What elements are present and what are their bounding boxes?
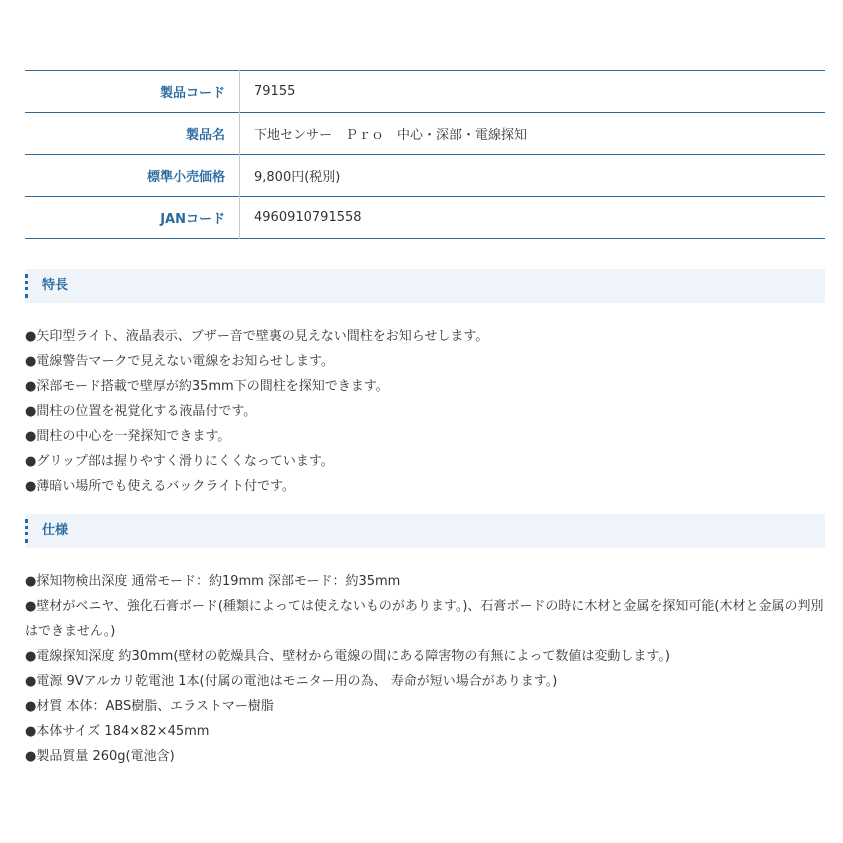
bullet-icon: ● <box>25 479 37 494</box>
bullet-icon: ● <box>25 724 37 739</box>
list-item-text: 間柱の中心を一発探知できます。 <box>36 429 231 444</box>
features-title: 特長 <box>42 278 69 293</box>
list-item <box>25 324 825 349</box>
bullet-icon: ● <box>25 674 37 689</box>
bullet-icon: ● <box>25 379 37 394</box>
list-item-text: 製品質量 260g(電池含) <box>36 749 175 764</box>
dotted-bar-icon <box>25 274 28 298</box>
row-value: 4960910791558 <box>254 210 362 225</box>
bullet-icon: ● <box>25 699 37 714</box>
bullet-icon: ● <box>25 454 37 469</box>
list-item-text: 薄暗い場所でも使えるバックライト付です。 <box>36 479 295 494</box>
product-info-table <box>25 70 825 239</box>
features-section-header <box>25 269 825 303</box>
list-item <box>25 399 825 424</box>
features-list <box>25 324 825 499</box>
list-item-text: 本体サイズ 184×82×45mm <box>36 724 210 739</box>
bullet-icon: ● <box>25 749 37 764</box>
list-item <box>25 644 825 669</box>
row-label: JANコード <box>25 197 240 239</box>
bullet-icon: ● <box>25 649 37 664</box>
list-item-text: 間柱の位置を視覚化する液晶付です。 <box>36 404 257 419</box>
row-label: 製品コード <box>25 71 240 113</box>
list-item <box>25 669 825 694</box>
specs-section-header <box>25 514 825 548</box>
list-item <box>25 424 825 449</box>
list-item-text: 材質 本体：ABS樹脂、エラストマー樹脂 <box>36 699 274 714</box>
list-item <box>25 449 825 474</box>
bullet-icon: ● <box>25 354 37 369</box>
specs-list <box>25 569 825 769</box>
list-item-text: 深部モード搭載で壁厚が約35mm下の間柱を探知できます。 <box>36 379 389 394</box>
row-value: 9,800円(税別) <box>254 170 341 185</box>
list-item-text: 電源 9Vアルカリ乾電池 1本(付属の電池はモニター用の為、 寿命が短い場合があります。) <box>36 674 558 689</box>
bullet-icon: ● <box>25 574 37 589</box>
list-item-text: グリップ部は握りやすく滑りにくくなっています。 <box>36 454 334 469</box>
list-item <box>25 719 825 744</box>
list-item-text: 矢印型ライト、液晶表示、ブザー音で壁裏の見えない間柱をお知らせします。 <box>36 329 489 344</box>
list-item <box>25 569 825 594</box>
list-item <box>25 474 825 499</box>
row-value: 下地センサー Ｐｒｏ 中心・深部・電線探知 <box>254 128 528 143</box>
row-label: 製品名 <box>25 113 240 155</box>
table-row <box>25 197 825 239</box>
specs-title: 仕様 <box>42 523 69 538</box>
list-item <box>25 374 825 399</box>
list-item-text: 電線警告マークで見えない電線をお知らせします。 <box>36 354 334 369</box>
table-row <box>25 71 825 113</box>
bullet-icon: ● <box>25 429 37 444</box>
row-value: 79155 <box>254 84 296 99</box>
list-item <box>25 694 825 719</box>
dotted-bar-icon <box>25 519 28 543</box>
bullet-icon: ● <box>25 329 37 344</box>
list-item <box>25 594 825 644</box>
list-item-text: 壁材がベニヤ、強化石膏ボード(種類によっては使えないものがあります。)、石膏ボードの時に木材と金属を探知可能(木材と金属の判別はできません。) <box>25 599 824 639</box>
table-row <box>25 113 825 155</box>
list-item-text: 探知物検出深度 通常モード：約19mm 深部モード：約35mm <box>36 574 401 589</box>
row-label: 標準小売価格 <box>25 155 240 197</box>
list-item-text: 電線探知深度 約30mm(壁材の乾燥具合、壁材から電線の間にある障害物の有無によって数値は変動します。) <box>36 649 670 664</box>
bullet-icon: ● <box>25 404 37 419</box>
bullet-icon: ● <box>25 599 37 614</box>
list-item <box>25 349 825 374</box>
table-row <box>25 155 825 197</box>
list-item <box>25 744 825 769</box>
